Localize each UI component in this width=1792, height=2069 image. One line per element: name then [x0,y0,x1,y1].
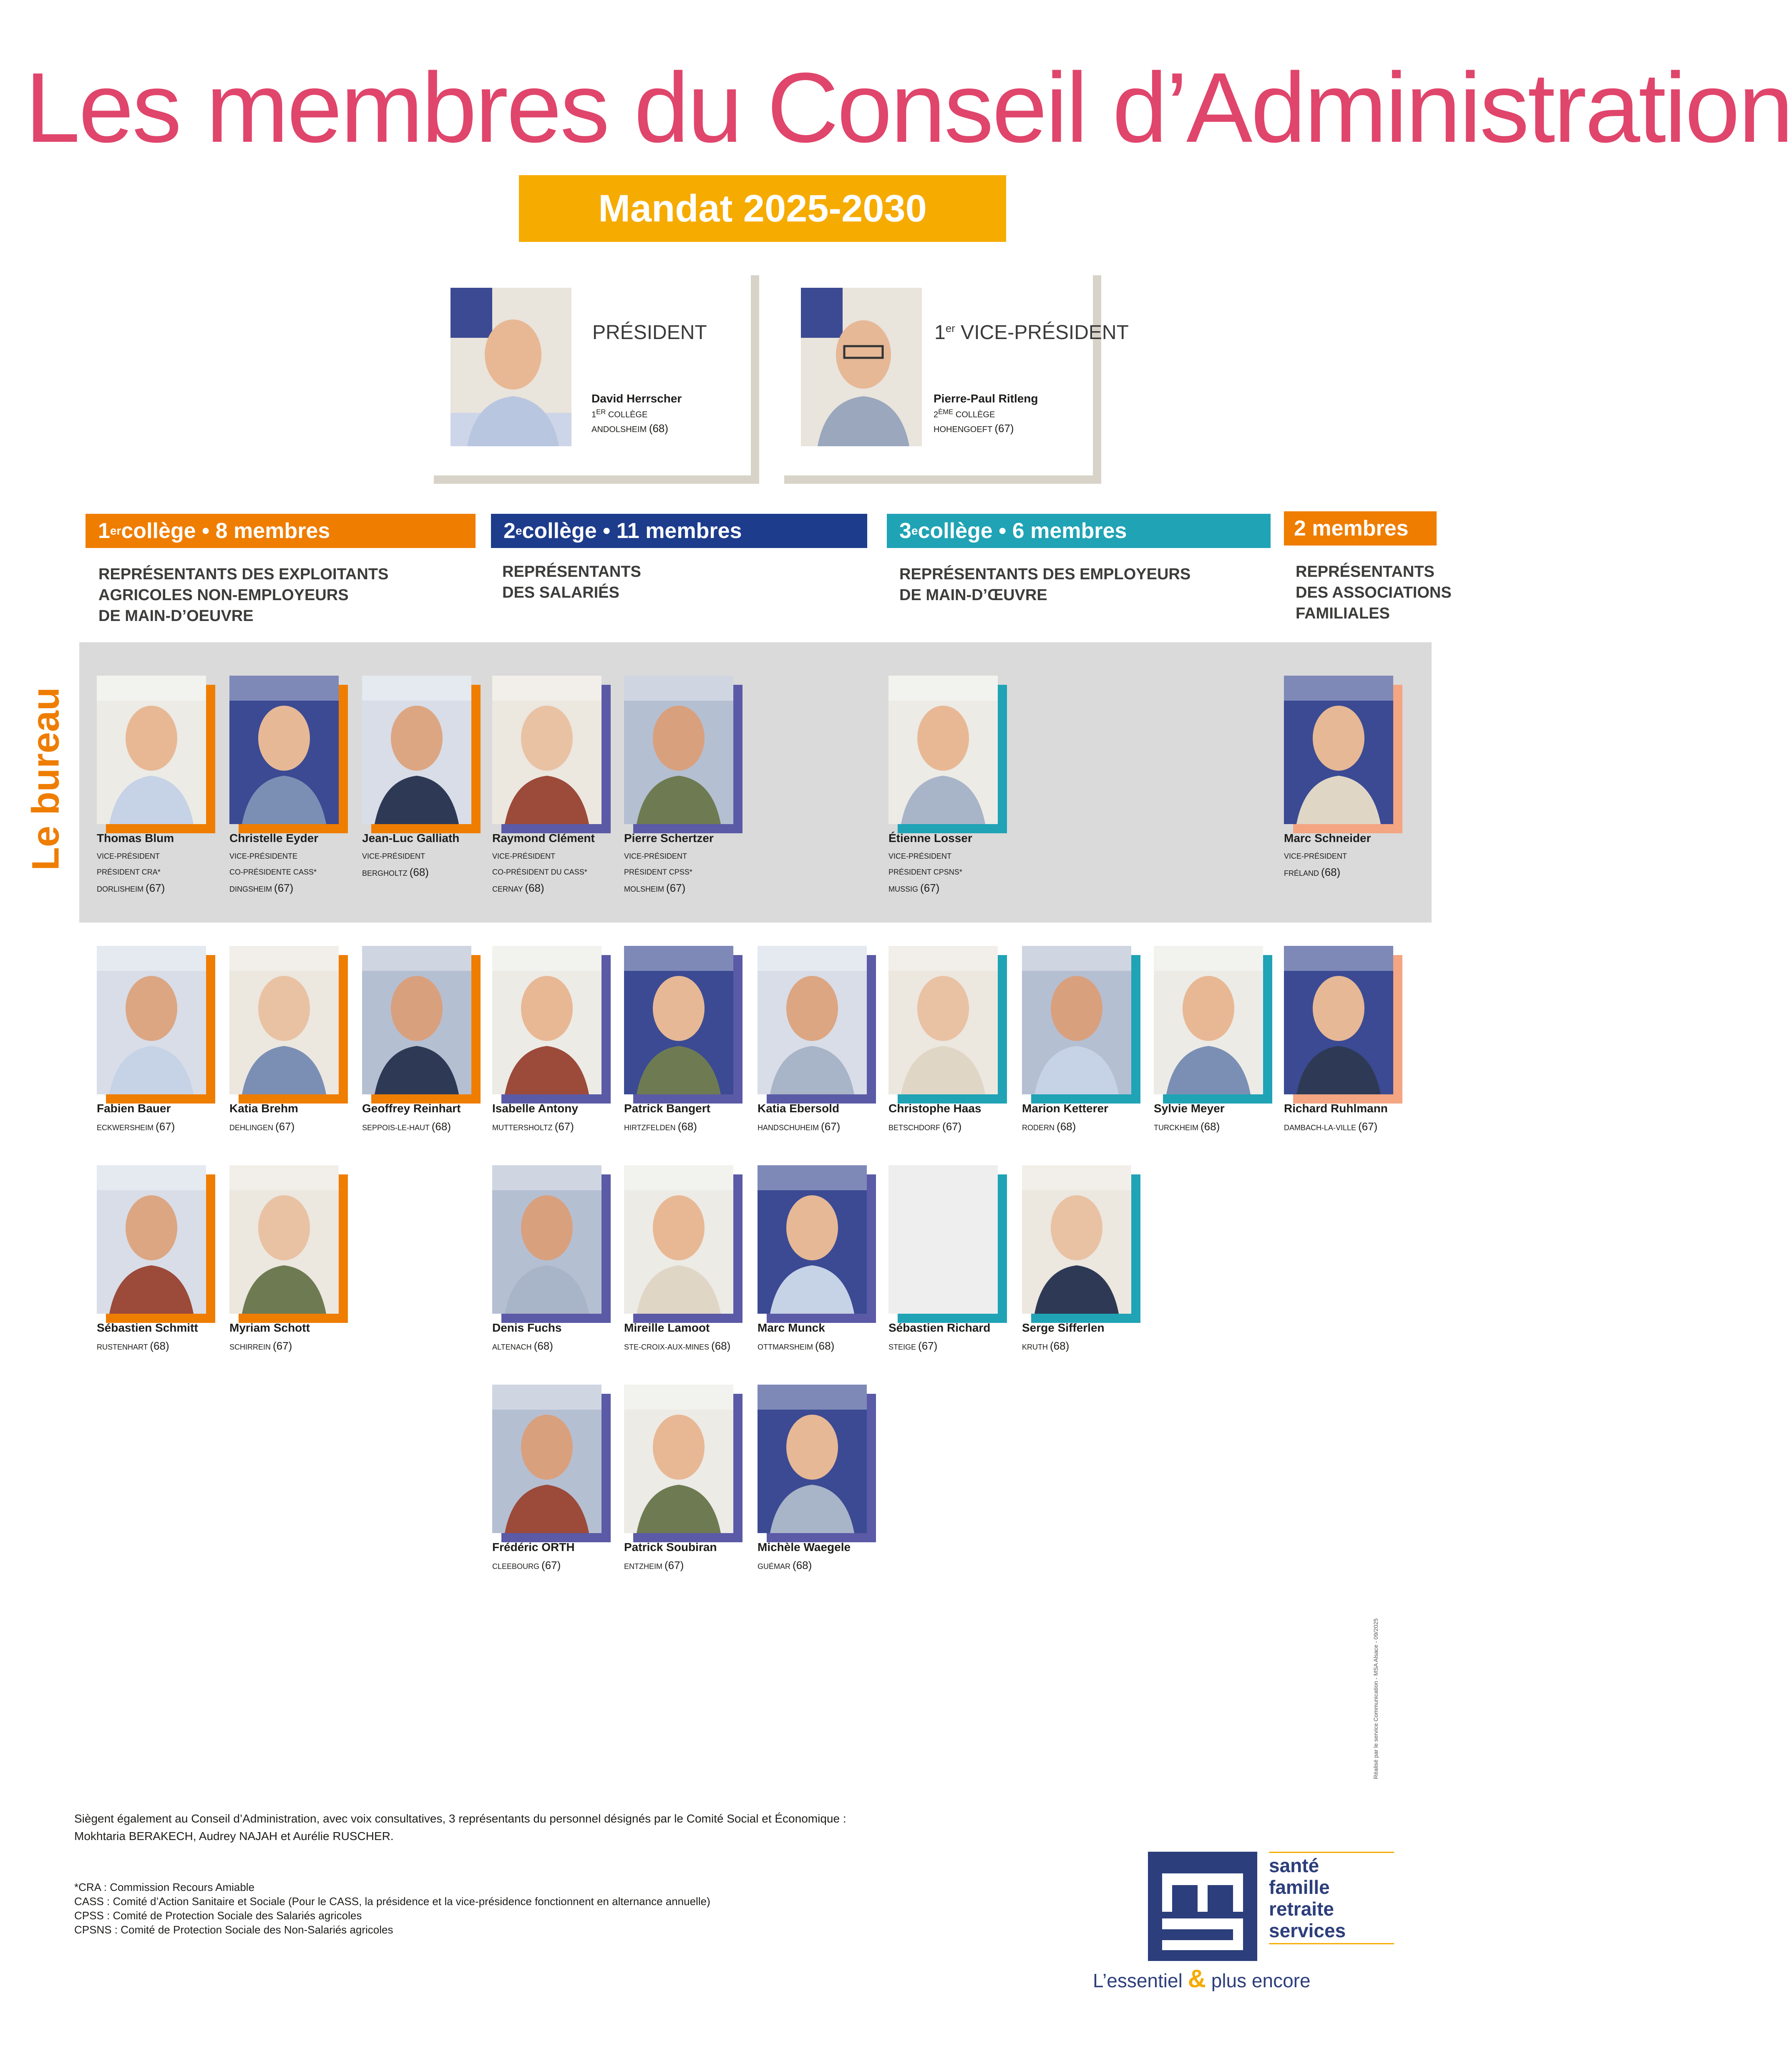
member-commune: RODERN (68) [1022,1120,1076,1133]
footnote-cpsns: CPSNS : Comité de Protection Sociale des Non-Salariés agricoles [74,1923,393,1936]
person-photo-icon [492,1165,602,1314]
person-photo-icon [229,676,339,824]
member-photo [624,946,733,1094]
consultative-members-note: Siègent également au Conseil d’Administration, avec voix consultatives, 3 représentants du personnel désignés par le Comité Social et Économique : Mokhtaria BERAKECH, Audrey NAJAH et Aurélie RUSCHER. [74,1812,846,1843]
member-commune: KRUTH (68) [1022,1340,1070,1352]
footnote-cass: CASS : Comité d’Action Sanitaire et Sociale (Pour le CASS, la présidence et la vice-présidence fonctionnent en alternance annuelle) [74,1895,710,1908]
member-name: Denis Fuchs [492,1321,562,1334]
member-commune: DINGSHEIM (67) [229,882,294,894]
person-photo-icon [801,288,922,446]
member-name: Étienne Losser [888,832,972,845]
member-card [758,946,883,1133]
member-photo [362,676,471,824]
member-role: VICE-PRÉSIDENT [492,852,556,860]
president-card [425,267,751,475]
college-2-bar: 2 e collège • 11 membres [491,514,867,548]
president-name: David Herrscher [591,392,682,405]
member-card [97,1165,222,1352]
member-photo [624,1165,733,1314]
member-name: Sylvie Meyer [1154,1102,1225,1115]
member-name: Christophe Haas [888,1102,982,1115]
member-commune: DAMBACH-LA-VILLE (67) [1284,1120,1378,1133]
member-commune: RUSTENHART (68) [97,1340,169,1352]
member-card [624,1165,749,1352]
member-photo [758,1165,867,1314]
member-photo [97,946,206,1094]
member-commune: FRÉLAND (68) [1284,866,1341,878]
member-card [229,676,355,894]
member-photo [229,676,339,824]
msa-mark-icon [1148,1852,1257,1961]
member-photo [229,1165,339,1314]
president-commune: ANDOLSHEIM (68) [591,422,669,435]
college-2-description: REPRÉSENTANTS DES SALARIÉS [502,563,641,601]
member-name: Fabien Bauer [97,1102,171,1115]
member-name: Mireille Lamoot [624,1321,710,1334]
member-card [97,676,222,894]
member-commune: SEPPOIS-LE-HAUT (68) [362,1120,451,1133]
college-3-bar: 3 e collège • 6 membres [887,514,1271,548]
member-card [492,1385,617,1571]
person-photo-icon [229,946,339,1094]
bureau-label: Le bureau [24,687,67,871]
msa-logo [1148,1852,1390,1939]
vice-president-commune: HOHENGOEFT (67) [934,422,1014,435]
member-card [1154,946,1279,1133]
vice-president-card [776,267,1129,475]
member-commune: DEHLINGEN (67) [229,1120,295,1133]
member-commune: DORLISHEIM (67) [97,882,165,894]
member-photo [758,1385,867,1533]
member-photo [492,1385,602,1533]
person-photo-icon [758,946,867,1094]
member-card [1022,946,1147,1133]
member-name: Marc Munck [758,1321,825,1334]
member-name: Marion Ketterer [1022,1102,1108,1115]
person-photo-icon [1022,1165,1131,1314]
member-name: Serge Sifferlen [1022,1321,1105,1334]
vice-president-role: 1er VICE-PRÉSIDENT [934,322,1129,344]
footnotes [74,1880,1159,1937]
member-card [492,1165,617,1352]
president-role: PRÉSIDENT [592,322,707,344]
member-card [888,946,1014,1133]
member-committee: CO-PRÉSIDENTE CASS* [229,868,317,876]
member-photo [1022,1165,1131,1314]
member-name: Sébastien Schmitt [97,1321,198,1334]
person-photo-icon [888,676,998,824]
member-commune: STEIGE (67) [888,1340,938,1352]
person-photo-icon [1284,946,1393,1094]
member-card [624,946,749,1133]
member-card [624,676,749,894]
person-photo-icon [758,1165,867,1314]
member-role: VICE-PRÉSIDENT [362,852,425,860]
member-photo [1284,946,1393,1094]
member-commune: SCHIRREIN (67) [229,1340,292,1352]
person-photo-icon [1284,676,1393,824]
member-card [1284,676,1409,878]
person-photo-icon [624,1165,733,1314]
member-name: Katia Brehm [229,1102,298,1115]
member-name: Michèle Waegele [758,1541,851,1554]
member-card [624,1385,749,1571]
college-1-description: REPRÉSENTANTS DES EXPLOITANTS AGRICOLES NON-EMPLOYEURS DE MAIN-D’OEUVRE [98,566,389,625]
member-name: Patrick Bangert [624,1102,710,1115]
member-photo [624,676,733,824]
member-name: Frédéric ORTH [492,1541,575,1554]
member-photo [97,1165,206,1314]
member-commune: CLEEBOURG (67) [492,1559,561,1571]
member-commune: CERNAY (68) [492,882,544,894]
member-name: Richard Ruhlmann [1284,1102,1388,1115]
member-role: VICE-PRÉSIDENT [1284,852,1347,860]
member-card [492,676,617,894]
member-commune: ENTZHEIM (67) [624,1559,684,1571]
member-name: Pierre Schertzer [624,832,714,845]
vice-president-name: Pierre-Paul Ritleng [934,392,1038,405]
member-commune: HANDSCHUHEIM (67) [758,1120,841,1133]
member-card [1284,946,1409,1133]
logo-line-famille: famille [1269,1876,1330,1898]
member-name: Myriam Schott [229,1321,310,1334]
person-photo-icon [362,946,471,1094]
member-commune: MUSSIG (67) [888,882,940,894]
member-name: Jean-Luc Galliath [362,832,460,845]
member-photo [888,946,998,1094]
member-commune: ALTENACH (68) [492,1340,553,1352]
member-card [758,1165,883,1352]
production-credit: Réalisé par le service Communication - MSA Alsace - 09/2025 [1372,1618,1379,1779]
member-name: Raymond Clément [492,832,595,845]
logo-line-retraite: retraite [1269,1898,1334,1920]
member-commune: MUTTERSHOLTZ (67) [492,1120,574,1133]
vice-president-photo [801,288,922,446]
member-committee: CO-PRÉSIDENT DU CASS* [492,868,587,876]
person-photo-icon [758,1385,867,1533]
family-associations-description: REPRÉSENTANTS DES ASSOCIATIONS FAMILIALES [1296,563,1452,622]
member-commune: ECKWERSHEIM (67) [97,1120,175,1133]
member-photo [888,1165,998,1314]
person-photo-icon [888,946,998,1094]
member-photo [492,1165,602,1314]
member-photo [492,676,602,824]
member-photo [758,946,867,1094]
member-card [1022,1165,1147,1352]
logo-line-services: services [1269,1920,1346,1941]
member-photo [97,676,206,824]
member-photo [1284,676,1393,824]
person-photo-icon [362,676,471,824]
member-committee: PRÉSIDENT CPSNS* [888,868,962,876]
person-photo-icon [492,1385,602,1533]
member-commune: OTTMARSHEIM (68) [758,1340,835,1352]
member-role: VICE-PRÉSIDENT [97,852,160,860]
page-title: Les membres du Conseil d’Administration [25,53,1792,163]
logo-line-sante: santé [1269,1855,1319,1876]
member-name: Christelle Eyder [229,832,319,845]
member-card [758,1385,883,1571]
mandate-banner: Mandat 2025-2030 [519,175,1006,242]
person-photo-icon [451,288,571,446]
person-photo-icon [492,946,602,1094]
member-card [97,946,222,1133]
msa-tagline: L’essentiel & plus encore [1093,1965,1311,1993]
msa-logo-lines [1269,1852,1394,1944]
member-commune: HIRTZFELDEN (68) [624,1120,697,1133]
member-commune: BERGHOLTZ (68) [362,866,429,878]
member-photo [229,946,339,1094]
member-role: VICE-PRÉSIDENT [624,852,687,860]
person-photo-icon [97,946,206,1094]
member-committee: PRÉSIDENT CRA* [97,868,161,876]
footnote-cpss: CPSS : Comité de Protection Sociale des Salariés agricoles [74,1909,362,1922]
member-photo [1154,946,1263,1094]
member-name: Thomas Blum [97,832,174,845]
member-commune: GUÉMAR (68) [758,1559,812,1571]
president-college: 1ER COLLÈGE [591,408,648,420]
member-card [229,946,355,1133]
president-photo [451,288,571,446]
member-commune: STE-CROIX-AUX-MINES (68) [624,1340,731,1352]
member-photo [888,676,998,824]
person-photo-icon [1154,946,1263,1094]
member-name: Katia Ebersold [758,1102,840,1115]
person-photo-icon [1022,946,1131,1094]
person-photo-icon [624,946,733,1094]
footnote-cra: *CRA : Commission Recours Amiable [74,1881,255,1893]
member-commune: MOLSHEIM (67) [624,882,686,894]
member-photo [492,946,602,1094]
family-associations-bar: 2 membres [1284,511,1437,546]
member-card [888,676,1014,894]
college-1-bar: 1 er collège • 8 membres [86,514,476,548]
person-photo-icon [229,1165,339,1314]
member-committee: PRÉSIDENT CPSS* [624,868,692,876]
member-card [229,1165,355,1352]
member-role: VICE-PRÉSIDENTE [229,852,298,860]
member-card [492,946,617,1133]
member-commune: BETSCHDORF (67) [888,1120,962,1133]
person-photo-icon [624,1385,733,1533]
person-photo-icon [97,676,206,824]
member-role: VICE-PRÉSIDENT [888,852,952,860]
member-card [362,946,487,1133]
member-name: Marc Schneider [1284,832,1371,845]
member-name: Patrick Soubiran [624,1541,717,1554]
college-3-description: REPRÉSENTANTS DES EMPLOYEURS DE MAIN-D’ŒUVRE [899,566,1191,604]
member-name: Geoffrey Reinhart [362,1102,461,1115]
member-name: Isabelle Antony [492,1102,578,1115]
vice-president-college: 2ÈME COLLÈGE [934,408,995,420]
member-photo [1022,946,1131,1094]
person-photo-icon [97,1165,206,1314]
member-card [888,1165,1014,1352]
member-card [362,676,487,878]
person-photo-icon [492,676,602,824]
member-commune: TURCKHEIM (68) [1154,1120,1220,1133]
member-name: Sébastien Richard [888,1321,991,1334]
person-photo-icon [624,676,733,824]
member-photo [624,1385,733,1533]
member-photo [362,946,471,1094]
